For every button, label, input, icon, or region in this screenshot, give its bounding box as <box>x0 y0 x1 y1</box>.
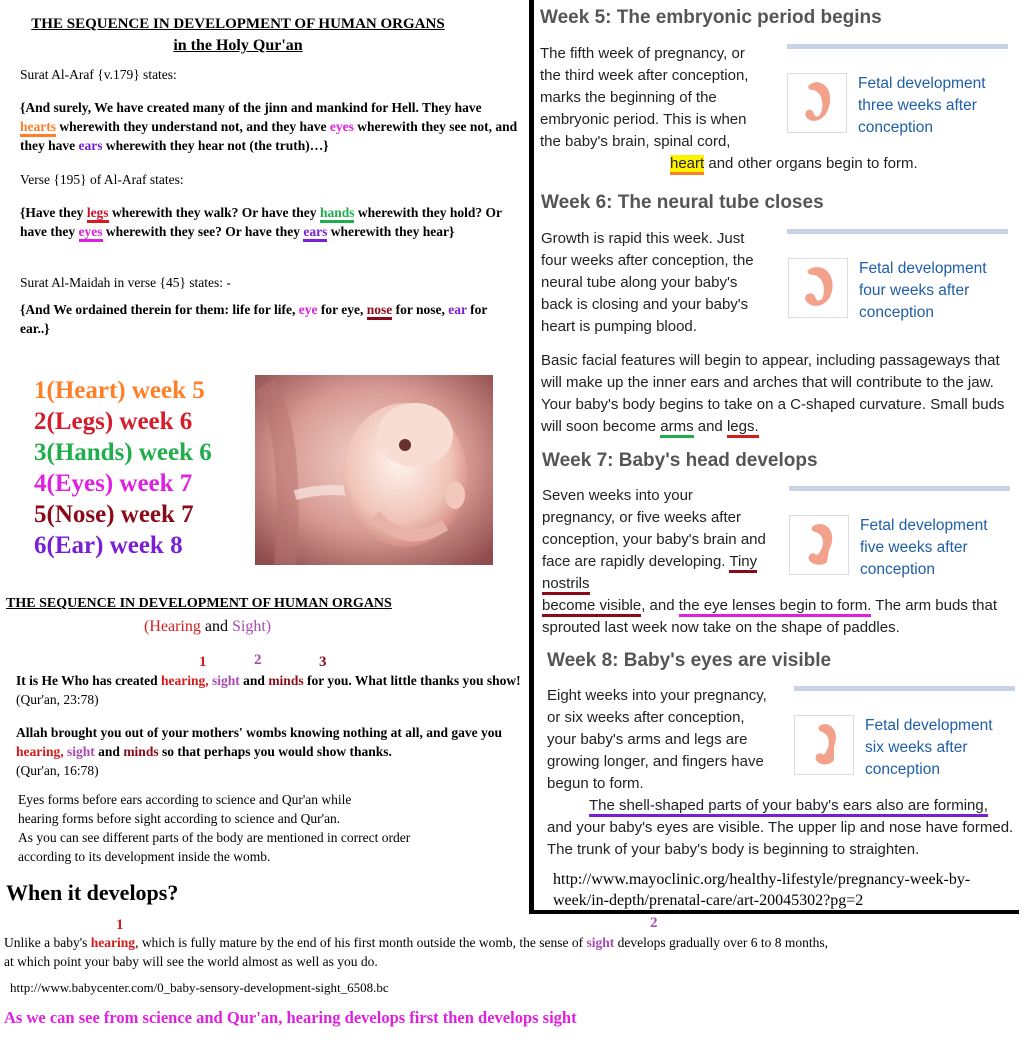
sequence-list <box>34 375 212 561</box>
word-hearts: hearts <box>20 119 56 137</box>
word-nose: nose <box>367 302 393 320</box>
week6-text-more: Basic facial features will begin to appear, including passageways that will make up the inner ears and arches that will contribute to the jaw. Your baby's body begins to take on a C-shaped curvature. Small buds will soon become arms and legs. <box>541 350 1006 438</box>
title-line-1: THE SEQUENCE IN DEVELOPMENT OF HUMAN ORGANS <box>31 16 445 32</box>
marker-3: 3 <box>319 654 327 670</box>
week8-fetal-link[interactable]: Fetal development six weeks after conception <box>865 717 993 778</box>
week5-text: The fifth week of pregnancy, or the third week after conception, marks the beginning of the embryonic period. This is when the baby's brain, spinal cord, <box>540 45 749 150</box>
embryo-thumbnail[interactable] <box>788 258 848 318</box>
word-hands: hands <box>320 205 355 223</box>
word-ears: ears <box>78 138 103 153</box>
mayoclinic-url[interactable]: http://www.mayoclinic.org/healthy-lifestyle/pregnancy-week-by- week/in-depth/prenatal-care/art-20045302?pg=2 <box>553 871 971 909</box>
week7-text-end: become visible, and the eye lenses begin to form. The arm buds that sprouted last week now take on the shape of paddles. <box>542 597 998 636</box>
bottom-marker-1: 1 <box>116 917 124 933</box>
word-arms: arms <box>660 418 693 438</box>
intro-maidah-45: Surat Al-Maidah in verse {45} states: - <box>20 275 231 290</box>
bottom-paragraph: Unlike a baby's hearing, which is fully mature by the end of his first month outside the womb, the sense of sight develops gradually over 6 to 8 months, at which point your baby will see the world almost as well as you do. <box>4 935 828 969</box>
phrase-eye-lenses: the eye lenses begin to form. <box>679 597 872 617</box>
intro-araf-195: Verse {195} of Al-Araf states: <box>20 172 184 187</box>
conclusion: As we can see from science and Qur'an, hearing develops first then develops sight <box>4 1008 577 1027</box>
week5-bar <box>787 44 1008 49</box>
bottom-marker-2: 2 <box>650 915 658 931</box>
week5-heart-line: heart and other organs begin to form. <box>670 153 918 175</box>
week8-ears-line <box>589 795 1019 817</box>
sequence-item: 6(Ear) week 8 <box>34 532 183 559</box>
quote-16-78: Allah brought you out of your mothers' wombs knowing nothing at all, and gave you hearing, sight and minds so that perhaps you would show thanks. (Qur'an, 16:78) <box>16 725 502 778</box>
intro-araf-179: Surat Al-Araf {v.179} states: <box>20 67 177 82</box>
week6-title: Week 6: The neural tube closes <box>541 192 824 213</box>
week6-text: Growth is rapid this week. Just four weeks after conception, the neural tube along your baby's back is closing and your baby's heart is pumping blood. <box>541 230 754 335</box>
phrase-ears-forming: The shell-shaped parts of your baby's ears also are forming, <box>589 797 988 817</box>
phrase-become-visible: become visible <box>542 597 641 617</box>
word-legs-right: legs. <box>727 418 759 438</box>
week6-fetal-link[interactable]: Fetal development four weeks after conception <box>859 260 987 321</box>
embryo-thumbnail[interactable] <box>787 73 847 133</box>
week6-bar <box>787 229 1008 234</box>
word-heart: heart <box>670 155 704 175</box>
quote-araf-179: {And surely, We have created many of the jinn and mankind for Hell. They have hearts wherewith they understand not, and they have eyes wherewith they see not, and they have ears wherewith they hear not (the truth)…} <box>20 100 518 153</box>
word-ear: ear <box>448 302 467 317</box>
week8-text: Eight weeks into your pregnancy, or six weeks after conception, your baby's arms and legs are growing longer, and fingers have begun to form. <box>547 687 767 792</box>
when-title: When it develops? <box>6 880 179 905</box>
subtitle-hearing-sight: (Hearing and Sight) <box>144 618 272 635</box>
word-ears-2: ears <box>303 224 327 242</box>
word-legs: legs <box>87 205 109 223</box>
marker-1: 1 <box>199 654 207 670</box>
marker-2: 2 <box>254 652 262 668</box>
sequence-item: 4(Eyes) week 7 <box>34 470 193 497</box>
title-hearing-sight: THE SEQUENCE IN DEVELOPMENT OF HUMAN ORGANS <box>6 596 392 611</box>
vertical-divider <box>529 0 534 914</box>
note-block: Eyes forms before ears according to science and Qur'an while hearing forms before sight according to science and Qur'an. As you can see different parts of the body are mentioned in correct order according to its development inside the womb. <box>18 792 411 864</box>
week5-fetal-link[interactable]: Fetal development three weeks after conception <box>858 75 986 136</box>
quote-maidah-45: {And We ordained therein for them: life for life, eye for eye, nose for nose, ear for ear..} <box>20 302 488 336</box>
week7-text: Seven weeks into your pregnancy, or five weeks after conception, your baby's brain and face are rapidly developing. Tiny nostrils <box>542 485 768 595</box>
main-title <box>18 14 458 56</box>
sequence-item: 3(Hands) week 6 <box>34 439 212 466</box>
word-eyes: eyes <box>329 119 354 134</box>
embryo-photo <box>255 375 493 565</box>
word-eyes-2: eyes <box>79 224 103 242</box>
phrase-tiny-nostrils: Tiny nostrils <box>542 553 757 595</box>
sequence-item: 2(Legs) week 6 <box>34 408 193 435</box>
week5-title: Week 5: The embryonic period begins <box>540 7 882 28</box>
week7-bar <box>789 486 1010 491</box>
week8-text-tail: and your baby's eyes are visible. The upper lip and nose have formed. The trunk of your baby's body is beginning to straighten. <box>547 819 1014 858</box>
week7-fetal-link[interactable]: Fetal development five weeks after conception <box>860 517 988 578</box>
quote-23-78: It is He Who has created hearing, sight and minds for you. What little thanks you show! (Qur'an, 23:78) <box>16 673 521 707</box>
week8-title: Week 8: Baby's eyes are visible <box>547 650 832 671</box>
embryo-thumbnail[interactable] <box>794 715 854 775</box>
title-line-2: in the Holy Qur'an <box>173 37 303 54</box>
babycenter-url[interactable]: http://www.babycenter.com/0_baby-sensory-development-sight_6508.bc <box>10 980 389 995</box>
embryo-thumbnail[interactable] <box>789 515 849 575</box>
week8-bar <box>794 686 1015 691</box>
word-eye: eye <box>298 302 318 317</box>
sequence-item: 1(Heart) week 5 <box>34 377 205 404</box>
quote-araf-195: {Have they legs wherewith they walk? Or have they hands wherewith they hold? Or have they eyes wherewith they see? Or have they ears wherewith they hear} <box>20 203 520 241</box>
week7-title: Week 7: Baby's head develops <box>542 450 818 471</box>
sequence-item: 5(Nose) week 7 <box>34 501 194 528</box>
